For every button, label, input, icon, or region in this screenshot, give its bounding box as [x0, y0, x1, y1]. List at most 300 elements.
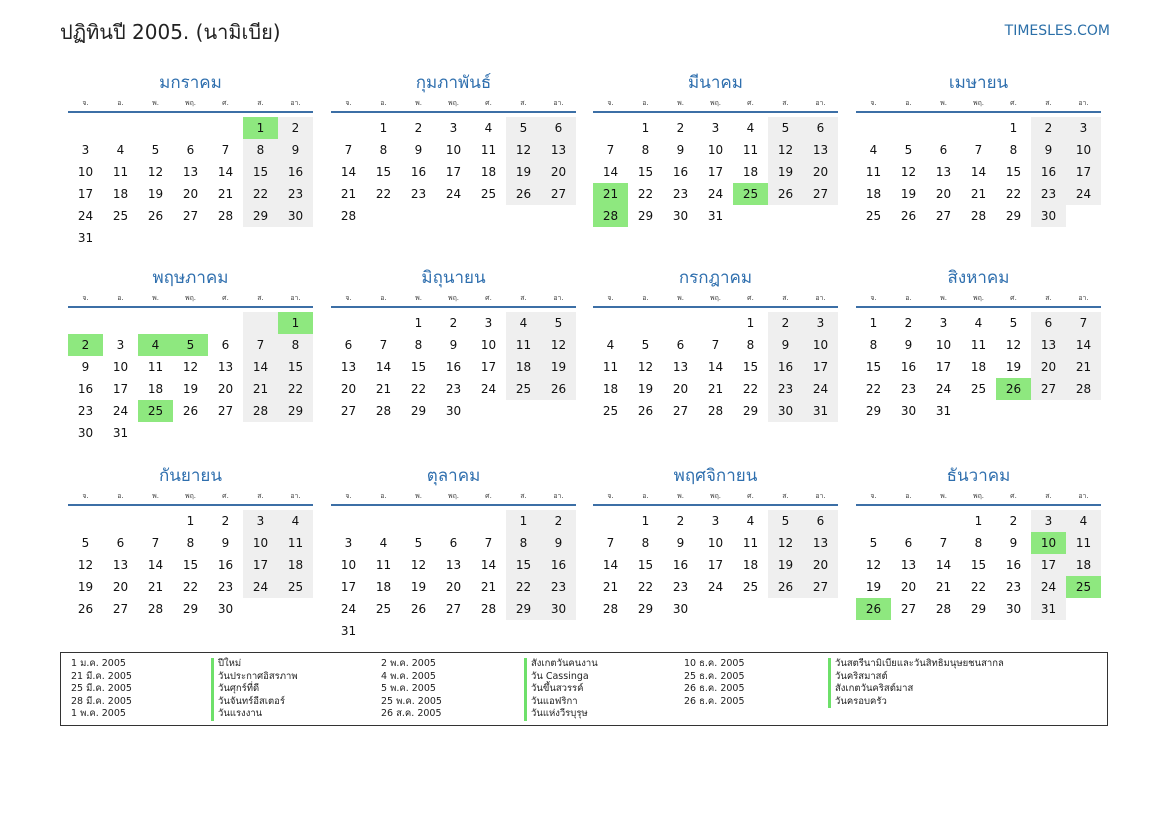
day-cell: 15: [182, 558, 199, 572]
month-block: [68, 463, 313, 620]
empty-cell: [1066, 205, 1101, 227]
day-cell: 6: [803, 510, 838, 532]
day-cell: 14: [602, 165, 619, 179]
day-grid: [593, 312, 838, 422]
legend-date: 25 มี.ค. 2005: [71, 683, 132, 694]
empty-cell: [366, 205, 401, 227]
day-cell: 5: [641, 338, 650, 352]
weekday-header: [68, 96, 313, 113]
day-cell: 13: [445, 558, 462, 572]
weekday-label: ศ.: [747, 492, 754, 500]
day-cell: 25: [278, 576, 313, 598]
empty-cell: [243, 227, 278, 249]
day-cell: 27: [445, 602, 462, 616]
empty-cell: [471, 510, 506, 532]
day-cell: 30: [1005, 602, 1022, 616]
day-cell: 6: [904, 536, 913, 550]
day-cell: 10: [935, 338, 952, 352]
day-cell: 17: [803, 356, 838, 378]
day-cell: 5: [151, 143, 160, 157]
day-cell: 16: [900, 360, 917, 374]
day-cell: 6: [221, 338, 230, 352]
day-cell: 30: [1031, 205, 1066, 227]
day-cell: 4: [746, 121, 755, 135]
day-cell: 12: [900, 165, 917, 179]
empty-cell: [698, 312, 733, 334]
weekday-label: อ.: [117, 492, 124, 500]
month-block: [856, 463, 1101, 620]
day-cell: 30: [77, 426, 94, 440]
empty-cell: [436, 205, 471, 227]
day-cell: 1: [1009, 121, 1018, 135]
day-cell: 3: [449, 121, 458, 135]
empty-cell: [138, 312, 173, 334]
weekday-label: อา.: [1078, 492, 1089, 500]
day-cell: 6: [803, 117, 838, 139]
day-cell: 22: [506, 576, 541, 598]
day-cell: 21: [375, 382, 392, 396]
empty-cell: [278, 422, 313, 444]
day-cell: 13: [217, 360, 234, 374]
day-cell: 31: [803, 400, 838, 422]
empty-cell: [436, 510, 471, 532]
day-cell: 24: [445, 187, 462, 201]
day-cell: 14: [602, 558, 619, 572]
day-cell: 18: [865, 187, 882, 201]
weekday-label: พ.: [415, 294, 422, 302]
month-block: [331, 70, 576, 227]
legend-holiday-name: วันแห่งวีรบุรุษ: [524, 708, 598, 721]
day-cell: 19: [637, 382, 654, 396]
day-cell: 2: [541, 510, 576, 532]
day-cell: 28: [243, 400, 278, 422]
legend-holiday-name: วันจันทร์อีสเตอร์: [211, 696, 298, 709]
day-cell: 27: [182, 209, 199, 223]
weekday-label: อา.: [815, 99, 826, 107]
day-cell: 27: [935, 209, 952, 223]
day-cell: 19: [865, 580, 882, 594]
legend-date: 10 ธ.ค. 2005: [684, 658, 745, 669]
weekday-header: [68, 291, 313, 308]
day-cell: 26: [182, 404, 199, 418]
legend-names-col-2: [524, 658, 598, 721]
empty-cell: [541, 205, 576, 227]
day-cell: 16: [672, 165, 689, 179]
empty-cell: [243, 598, 278, 620]
day-cell: 4: [746, 514, 755, 528]
weekday-label: จ.: [870, 294, 877, 302]
day-cell: 30: [768, 400, 803, 422]
weekday-label: พฤ.: [184, 294, 197, 302]
day-cell: 27: [1031, 378, 1066, 400]
day-cell: 1: [974, 514, 983, 528]
day-cell: 29: [742, 404, 759, 418]
day-grid: [856, 312, 1101, 422]
empty-cell: [856, 510, 891, 532]
day-cell: 5: [506, 117, 541, 139]
day-cell: 29: [1005, 209, 1022, 223]
day-cell: 23: [1005, 580, 1022, 594]
weekday-label: ส.: [1045, 492, 1052, 500]
day-cell: 2: [414, 121, 423, 135]
day-cell: 9: [904, 338, 913, 352]
day-cell: 6: [939, 143, 948, 157]
weekday-label: จ.: [607, 492, 614, 500]
day-cell: 26: [996, 378, 1031, 400]
day-cell: 28: [602, 602, 619, 616]
day-cell: 15: [506, 554, 541, 576]
day-cell: 16: [1005, 558, 1022, 572]
day-cell: 24: [707, 187, 724, 201]
legend-holiday-name: วันประกาศอิสรภาพ: [211, 671, 298, 684]
day-cell: 20: [1031, 356, 1066, 378]
weekday-label: ศ.: [1010, 99, 1017, 107]
day-cell: 3: [803, 312, 838, 334]
day-cell: 28: [480, 602, 497, 616]
weekday-label: ส.: [520, 294, 527, 302]
weekday-label: อ.: [642, 492, 649, 500]
day-cell: 9: [278, 139, 313, 161]
legend-date: 26 ธ.ค. 2005: [684, 683, 745, 694]
weekday-label: พฤ.: [447, 492, 460, 500]
day-cell: 23: [1031, 183, 1066, 205]
day-cell: 3: [939, 316, 948, 330]
weekday-label: พฤ.: [972, 492, 985, 500]
legend-date: 1 ม.ค. 2005: [71, 658, 126, 669]
legend-date: 25 ธ.ค. 2005: [684, 670, 745, 682]
day-cell: 14: [970, 165, 987, 179]
weekday-label: ส.: [520, 492, 527, 500]
day-cell: 22: [278, 378, 313, 400]
month-block: [856, 265, 1101, 422]
day-cell: 26: [77, 602, 94, 616]
day-cell: 7: [1066, 312, 1101, 334]
day-cell: 22: [1005, 187, 1022, 201]
empty-cell: [366, 620, 401, 642]
empty-cell: [436, 620, 471, 642]
day-cell: 24: [243, 576, 278, 598]
day-cell: 2: [676, 121, 685, 135]
day-cell: 2: [904, 316, 913, 330]
day-cell: 13: [182, 165, 199, 179]
day-cell: 14: [375, 360, 392, 374]
day-cell: 26: [637, 404, 654, 418]
day-cell: 24: [112, 404, 129, 418]
day-cell: 16: [445, 360, 462, 374]
empty-cell: [891, 510, 926, 532]
day-cell: 24: [340, 602, 357, 616]
empty-cell: [891, 117, 926, 139]
day-cell: 7: [221, 143, 230, 157]
day-cell: 21: [593, 183, 628, 205]
day-cell: 26: [856, 598, 891, 620]
day-cell: 1: [869, 316, 878, 330]
day-cell: 23: [217, 580, 234, 594]
day-cell: 6: [676, 338, 685, 352]
day-cell: 6: [186, 143, 195, 157]
day-cell: 20: [935, 187, 952, 201]
day-cell: 20: [900, 580, 917, 594]
day-cell: 11: [147, 360, 164, 374]
day-cell: 9: [414, 143, 423, 157]
empty-cell: [541, 400, 576, 422]
day-cell: 16: [77, 382, 94, 396]
day-cell: 12: [541, 334, 576, 356]
day-cell: 26: [900, 209, 917, 223]
day-cell: 30: [672, 209, 689, 223]
weekday-label: อา.: [815, 492, 826, 500]
empty-cell: [733, 205, 768, 227]
empty-cell: [471, 620, 506, 642]
day-cell: 21: [707, 382, 724, 396]
empty-cell: [663, 312, 698, 334]
day-cell: 29: [637, 209, 654, 223]
weekday-label: อ.: [380, 294, 387, 302]
weekday-label: อ.: [117, 99, 124, 107]
day-cell: 25: [375, 602, 392, 616]
day-cell: 4: [974, 316, 983, 330]
day-cell: 16: [541, 554, 576, 576]
month-block: [593, 463, 838, 620]
day-cell: 20: [803, 554, 838, 576]
day-cell: 19: [410, 580, 427, 594]
weekday-label: อ.: [380, 99, 387, 107]
day-cell: 17: [77, 187, 94, 201]
empty-cell: [278, 227, 313, 249]
day-cell: 3: [484, 316, 493, 330]
empty-cell: [803, 205, 838, 227]
day-cell: 28: [340, 209, 357, 223]
day-cell: 7: [379, 338, 388, 352]
legend-names-col-1: [211, 658, 298, 721]
day-cell: 12: [865, 558, 882, 572]
day-cell: 21: [935, 580, 952, 594]
weekday-label: จ.: [345, 99, 352, 107]
day-cell: 6: [541, 117, 576, 139]
empty-cell: [138, 422, 173, 444]
day-cell: 25: [112, 209, 129, 223]
day-cell: 22: [410, 382, 427, 396]
day-cell: 10: [1066, 139, 1101, 161]
empty-cell: [208, 227, 243, 249]
day-cell: 10: [112, 360, 129, 374]
day-cell: 21: [602, 580, 619, 594]
weekday-label: อ.: [117, 294, 124, 302]
day-cell: 20: [541, 161, 576, 183]
day-cell: 29: [865, 404, 882, 418]
empty-cell: [243, 422, 278, 444]
day-cell: 16: [278, 161, 313, 183]
day-cell: 26: [410, 602, 427, 616]
day-cell: 11: [970, 338, 987, 352]
legend-holiday-name: วันขึ้นสวรรค์: [524, 683, 598, 696]
day-cell: 24: [707, 580, 724, 594]
empty-cell: [208, 422, 243, 444]
day-cell: 17: [935, 360, 952, 374]
day-cell: 3: [243, 510, 278, 532]
empty-cell: [331, 510, 366, 532]
day-cell: 8: [1009, 143, 1018, 157]
legend-holiday-name: วันแรงงาน: [211, 708, 298, 721]
empty-cell: [243, 312, 278, 334]
day-cell: 1: [186, 514, 195, 528]
month-name: มกราคม: [159, 73, 222, 93]
day-cell: 12: [147, 165, 164, 179]
day-cell: 25: [138, 400, 173, 422]
weekday-label: จ.: [345, 492, 352, 500]
day-cell: 13: [935, 165, 952, 179]
day-cell: 11: [1066, 532, 1101, 554]
day-cell: 20: [445, 580, 462, 594]
day-cell: 18: [375, 580, 392, 594]
day-cell: 3: [1031, 510, 1066, 532]
day-cell: 9: [221, 536, 230, 550]
empty-cell: [506, 620, 541, 642]
empty-cell: [803, 598, 838, 620]
day-cell: 8: [414, 338, 423, 352]
day-cell: 9: [81, 360, 90, 374]
day-cell: 20: [340, 382, 357, 396]
day-cell: 19: [506, 161, 541, 183]
day-cell: 8: [869, 338, 878, 352]
weekday-label: อา.: [553, 492, 564, 500]
empty-cell: [366, 312, 401, 334]
legend-date: 21 มี.ค. 2005: [71, 670, 132, 682]
day-cell: 19: [900, 187, 917, 201]
day-cell: 1: [641, 514, 650, 528]
day-cell: 5: [869, 536, 878, 550]
empty-cell: [68, 510, 103, 532]
day-cell: 2: [1009, 514, 1018, 528]
weekday-label: จ.: [345, 294, 352, 302]
day-cell: 13: [900, 558, 917, 572]
weekday-label: ส.: [1045, 294, 1052, 302]
day-cell: 25: [480, 187, 497, 201]
weekday-label: ศ.: [485, 294, 492, 302]
weekday-label: ศ.: [485, 492, 492, 500]
day-cell: 28: [147, 602, 164, 616]
legend-dates-col-1: [71, 658, 132, 721]
day-cell: 16: [768, 356, 803, 378]
day-cell: 5: [1009, 316, 1018, 330]
day-cell: 17: [1031, 554, 1066, 576]
day-cell: 3: [711, 514, 720, 528]
day-cell: 14: [707, 360, 724, 374]
month-block: [331, 265, 576, 422]
day-grid: [331, 117, 576, 227]
day-cell: 29: [970, 602, 987, 616]
day-cell: 25: [742, 580, 759, 594]
empty-cell: [138, 510, 173, 532]
day-cell: 1: [243, 117, 278, 139]
day-cell: 9: [449, 338, 458, 352]
day-cell: 15: [243, 161, 278, 183]
month-name: กันยายน: [158, 466, 222, 486]
day-cell: 9: [1009, 536, 1018, 550]
day-cell: 19: [182, 382, 199, 396]
day-cell: 3: [344, 536, 353, 550]
day-cell: 10: [707, 143, 724, 157]
day-cell: 10: [77, 165, 94, 179]
day-cell: 18: [742, 558, 759, 572]
day-cell: 29: [410, 404, 427, 418]
day-cell: 14: [217, 165, 234, 179]
legend-holiday-name: วัน Cassinga: [524, 671, 598, 684]
empty-cell: [768, 598, 803, 620]
empty-cell: [996, 400, 1031, 422]
legend-holiday-name: วันครอบครัว: [828, 696, 1004, 709]
day-cell: 13: [803, 139, 838, 161]
day-cell: 20: [672, 382, 689, 396]
day-cell: 16: [1031, 161, 1066, 183]
day-cell: 10: [707, 536, 724, 550]
month-name: เมษายน: [948, 73, 1009, 93]
day-cell: 23: [278, 183, 313, 205]
day-cell: 12: [506, 139, 541, 161]
legend-holiday-name: วันแอฟริกา: [524, 696, 598, 709]
weekday-label: อา.: [290, 294, 301, 302]
day-cell: 28: [593, 205, 628, 227]
day-cell: 7: [711, 338, 720, 352]
day-cell: 4: [278, 510, 313, 532]
day-cell: 9: [541, 532, 576, 554]
day-cell: 10: [340, 558, 357, 572]
month-name: สิงหาคม: [947, 268, 1010, 288]
day-cell: 8: [278, 334, 313, 356]
day-cell: 23: [445, 382, 462, 396]
day-cell: 15: [865, 360, 882, 374]
day-cell: 22: [243, 183, 278, 205]
day-cell: 18: [147, 382, 164, 396]
day-cell: 12: [1005, 338, 1022, 352]
empty-cell: [401, 620, 436, 642]
day-cell: 14: [340, 165, 357, 179]
day-cell: 17: [480, 360, 497, 374]
day-cell: 15: [637, 558, 654, 572]
day-cell: 21: [147, 580, 164, 594]
day-cell: 15: [278, 356, 313, 378]
empty-cell: [593, 117, 628, 139]
weekday-label: อา.: [815, 294, 826, 302]
day-cell: 10: [243, 532, 278, 554]
day-cell: 6: [1031, 312, 1066, 334]
empty-cell: [138, 117, 173, 139]
day-cell: 27: [672, 404, 689, 418]
site-link[interactable]: TIMESLES.COM: [1004, 23, 1110, 39]
empty-cell: [733, 598, 768, 620]
empty-cell: [768, 205, 803, 227]
day-cell: 9: [676, 143, 685, 157]
weekday-label: ส.: [1045, 99, 1052, 107]
weekday-label: ศ.: [747, 99, 754, 107]
day-cell: 12: [182, 360, 199, 374]
day-cell: 17: [112, 382, 129, 396]
day-cell: 13: [541, 139, 576, 161]
weekday-label: ส.: [782, 492, 789, 500]
day-cell: 4: [116, 143, 125, 157]
weekday-label: จ.: [870, 99, 877, 107]
weekday-label: พ.: [940, 294, 947, 302]
day-cell: 15: [375, 165, 392, 179]
day-cell: 25: [506, 378, 541, 400]
day-cell: 5: [414, 536, 423, 550]
day-cell: 19: [768, 161, 803, 183]
day-cell: 5: [904, 143, 913, 157]
day-grid: [593, 510, 838, 620]
weekday-header: [331, 96, 576, 113]
weekday-label: พ.: [677, 492, 684, 500]
weekday-label: อ.: [905, 99, 912, 107]
